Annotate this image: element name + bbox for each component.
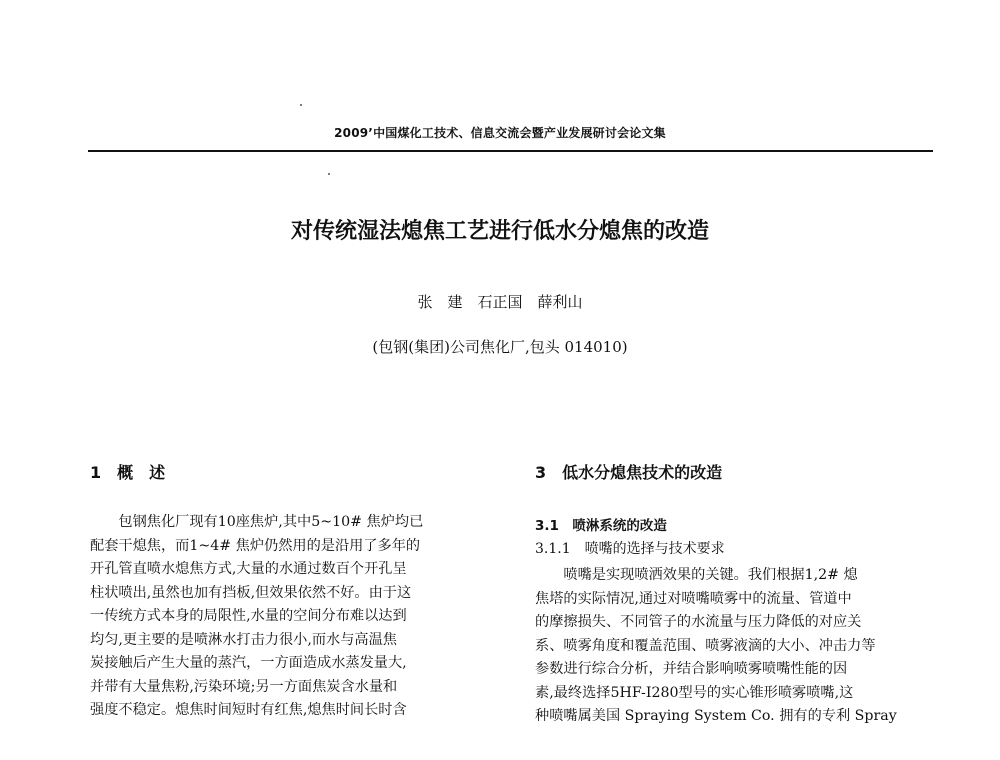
subsubsection-heading: 3.1.1 喷嘴的选择与技术要求 bbox=[535, 541, 725, 557]
body-line: 素,最终选择5HF-I280型号的实心锥形喷雾喷嘴,这 bbox=[535, 684, 854, 701]
body-line: 并带有大量焦粉,污染环境;另一方面焦炭含水量和 bbox=[90, 678, 398, 695]
body-line: 配套干熄焦，而1~4# 焦炉仍然用的是沿用了多年的 bbox=[90, 537, 421, 554]
left-column-body bbox=[90, 511, 500, 723]
scan-speck bbox=[300, 104, 302, 106]
scan-speck bbox=[328, 173, 330, 175]
body-line: 焦塔的实际情况,通过对喷嘴喷雾中的流量、管道中 bbox=[535, 590, 852, 607]
body-line: 喷嘴是实现喷洒效果的关键。我们根据1,2# 熄 bbox=[535, 567, 858, 583]
body-line: 种喷嘴属美国 Spraying System Co. 拥有的专利 Spray bbox=[535, 708, 897, 724]
body-line: 的摩擦损失、不同管子的水流量与压力降低的对应关 bbox=[535, 614, 862, 630]
body-line: 炭接触后产生大量的蒸汽，一方面造成水蒸发量大, bbox=[90, 655, 407, 671]
section-heading-low-moisture: 3 低水分熄焦技术的改造 bbox=[535, 463, 723, 482]
body-line: 包钢焦化厂现有10座焦炉,其中5~10# 焦炉均已 bbox=[90, 514, 424, 530]
body-line: 系、喷雾角度和覆盖范围、喷雾液滴的大小、冲击力等 bbox=[535, 637, 876, 654]
body-line: 柱状喷出,虽然也加有挡板,但效果依然不好。由于这 bbox=[90, 584, 412, 601]
body-line: 一传统方式本身的局限性,水量的空间分布难以达到 bbox=[90, 608, 407, 624]
affiliation: (包钢(集团)公司焦化厂,包头 014010) bbox=[372, 338, 628, 356]
running-header: 2009’中国煤化工技术、信息交流会暨产业发展研讨会论文集 bbox=[334, 126, 666, 140]
author-list: 张 建 石正国 薛利山 bbox=[417, 293, 583, 311]
body-line: 均匀,更主要的是喷淋水打击力很小,而水与高温焦 bbox=[90, 631, 397, 648]
subsection-heading: 3.1 喷淋系统的改造 bbox=[535, 518, 667, 534]
body-line: 开孔管直喷水熄焦方式,大量的水通过数百个开孔呈 bbox=[90, 561, 407, 577]
right-column-body bbox=[535, 564, 940, 729]
body-line: 参数进行综合分析，并结合影响喷雾喷嘴性能的因 bbox=[535, 661, 848, 677]
section-heading-overview: 1 概 述 bbox=[90, 463, 166, 482]
body-line: 强度不稳定。熄焦时间短时有红焦,熄焦时间长时含 bbox=[90, 702, 407, 718]
paper-title: 对传统湿法熄焦工艺进行低水分熄焦的改造 bbox=[290, 219, 709, 244]
header-rule bbox=[88, 150, 933, 152]
